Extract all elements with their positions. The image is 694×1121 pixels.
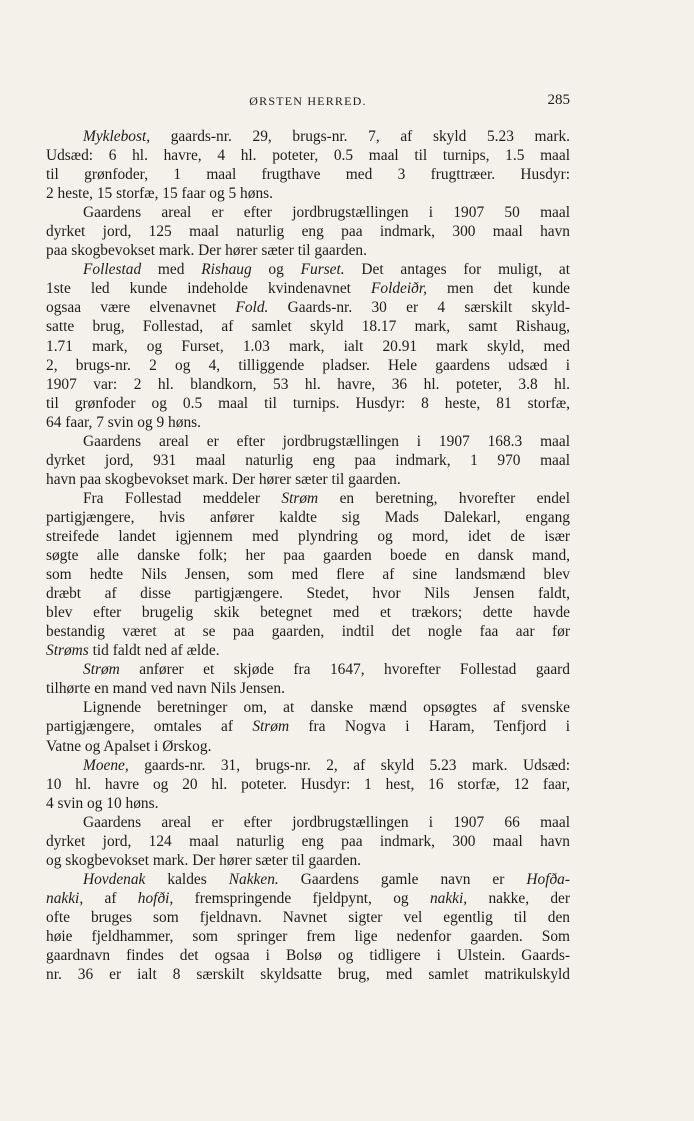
text-line: [46, 546, 570, 565]
text-line: [46, 298, 570, 317]
text-line: [46, 641, 570, 660]
text-line: [46, 356, 570, 375]
text-run: med: [141, 261, 202, 279]
italic-text: Strøms: [46, 642, 89, 660]
italic-text: Fold.: [235, 299, 269, 317]
text-run: Udsæd: 6 hl. havre, 4 hl. poteter, 0.5 maal til turnips, 1.5 maal: [46, 147, 570, 165]
text-line: [46, 717, 570, 736]
text-run: 1907 var: 2 hl. blandkorn, 53 hl. havre, 36 hl. poteter, 3.8 hl.: [46, 375, 570, 393]
text-line: [46, 489, 570, 508]
text-line: [46, 813, 570, 832]
text-run: høie fjeldhammer, som springer frem lige nedenfor gaarden. Som: [46, 927, 570, 945]
text-line: [46, 927, 570, 946]
text-run: Gaardens areal er efter jordbrugstællingen i 1907 50 maal: [83, 204, 570, 222]
text-line: [46, 241, 570, 260]
text-run: tid faldt ned af ælde.: [88, 642, 220, 660]
text-run: 10 hl. havre og 20 hl. poteter. Husdyr: 1 hest, 16 storfæ, 12 faar,: [46, 775, 570, 793]
text-line: [46, 756, 570, 775]
text-line: [46, 870, 570, 889]
text-line: [46, 146, 570, 165]
text-line: [46, 698, 570, 717]
text-run: partigjængere, omtales af: [46, 718, 253, 736]
text-run: dyrket jord, 124 maal naturlig eng paa indmark, 300 maal havn: [46, 832, 570, 850]
text-run: kaldes: [145, 870, 229, 888]
text-run: tilhørte en mand ved navn Nils Jensen.: [46, 680, 285, 698]
text-line: [46, 432, 570, 451]
text-line: [46, 851, 570, 870]
text-run: streifede landet igjennem med plyndring og mord, idet de især: [46, 527, 570, 545]
text-line: [46, 451, 570, 470]
text-run: 1ste led kunde indeholde kvindenavnet: [46, 280, 371, 298]
text-line: [46, 470, 570, 489]
text-run: 1.71 mark, og Furset, 1.03 mark, ialt 20.91 mark skyld, med: [46, 337, 570, 355]
text-run: ofte bruges som fjeldnavn. Navnet sigter vel egentlig til den: [46, 908, 570, 926]
text-line: [46, 394, 570, 413]
text-line: [46, 527, 570, 546]
text-run: gaardnavn findes det ogsaa i Bolsø og tidligere i Ulstein. Gaards-: [46, 947, 570, 965]
text-line: [46, 660, 570, 679]
text-run: bestandig været at se paa gaarden, indtil det nogle faa aar før: [46, 623, 570, 641]
text-run: og: [251, 261, 301, 279]
text-line: [46, 184, 570, 203]
italic-text: Follestad: [83, 261, 142, 279]
text-run: ogsaa være elvenavnet: [46, 299, 236, 317]
text-line: [46, 679, 570, 698]
text-line: [46, 127, 570, 146]
italic-text: Moene,: [83, 756, 129, 774]
text-run: dyrket jord, 931 maal naturlig eng paa indmark, 1 970 maal: [46, 451, 570, 469]
text-line: [46, 622, 570, 641]
text-run: af: [83, 889, 138, 907]
text-line: [46, 889, 570, 908]
text-line: [46, 946, 570, 965]
italic-text: hofði,: [137, 889, 174, 907]
text-line: [46, 832, 570, 851]
text-run: fra Nogva i Haram, Tenfjord i: [289, 718, 570, 736]
italic-text: Strøm: [83, 661, 120, 679]
text-run: partigjængere, hvis anfører kaldte sig Mads Dalekarl, engang: [46, 508, 570, 526]
italic-text: nakki,: [46, 889, 84, 907]
text-line: [46, 965, 570, 984]
text-line: [46, 279, 570, 298]
text-line: [46, 775, 570, 794]
text-run: havn paa skogbevokset mark. Der hører sæter til gaarden.: [46, 470, 401, 488]
text-line: [46, 603, 570, 622]
text-run: 64 faar, 7 svin og 9 høns.: [46, 413, 201, 431]
text-line: [46, 908, 570, 927]
text-line: [46, 260, 570, 279]
italic-text: Hovdenak: [83, 870, 146, 888]
text-run: 2, brugs-nr. 2 og 4, tilliggende pladser. Hele gaardens udsæd i: [46, 356, 570, 374]
text-run: satte brug, Follestad, af samlet skyld 18.17 mark, samt Rishaug,: [46, 318, 570, 336]
text-run: 2 heste, 15 storfæ, 15 faar og 5 høns.: [46, 185, 273, 203]
italic-text: Strøm: [252, 718, 290, 736]
text-run: Gaardens areal er efter jordbrugstællingen i 1907 66 maal: [83, 813, 570, 831]
text-line: [46, 222, 570, 241]
text-run: som hedte Nils Jensen, som med flere af sine landsmænd blev: [46, 566, 570, 584]
text-run: Gaards-nr. 30 er 4 særskilt skyld-: [268, 299, 570, 317]
text-run: nr. 36 er ialt 8 særskilt skyldsatte brug, med samlet matrikulskyld: [46, 966, 570, 984]
text-line: [46, 794, 570, 813]
italic-text: Hofða-: [526, 870, 570, 888]
text-run: Gaardens gamle navn er: [278, 870, 527, 888]
running-title: ØRSTEN HERRED.: [249, 94, 367, 108]
text-run: til grønfoder og 0.5 maal til turnips. Husdyr: 8 heste, 81 storfæ,: [46, 394, 570, 412]
text-run: en beretning, hvorefter endel: [318, 489, 570, 507]
text-run: gaards-nr. 29, brugs-nr. 7, af skyld 5.23 mark.: [150, 128, 570, 145]
text-run: blev efter brugelig skik betegnet med et trækors; dette havde: [46, 604, 570, 622]
text-line: [46, 317, 570, 336]
text-run: anfører et skjøde fra 1647, hvorefter Follestad gaard: [119, 661, 570, 679]
text-line: [46, 165, 570, 184]
text-line: [46, 584, 570, 603]
text-run: dyrket jord, 125 maal naturlig eng paa indmark, 300 maal havn: [46, 223, 570, 241]
text-run: gaards-nr. 31, brugs-nr. 2, af skyld 5.23 mark. Udsæd:: [128, 756, 570, 774]
italic-text: Foldeiðr,: [370, 280, 427, 298]
text-run: paa skogbevokset mark. Der hører sæter til gaarden.: [46, 242, 367, 260]
text-line: [46, 565, 570, 584]
italic-text: Myklebost,: [83, 128, 151, 145]
text-run: dræbt af disse partigjængere. Stedet, hvor Nils Jensen faldt,: [46, 585, 570, 603]
text-run: søgte alle danske folk; her paa gaarden boede en dansk mand,: [46, 547, 570, 565]
italic-text: Nakken.: [228, 870, 279, 888]
text-run: 4 svin og 10 høns.: [46, 794, 159, 812]
page-number: 285: [547, 92, 570, 108]
italic-text: Rishaug: [201, 261, 252, 279]
text-run: fremspringende fjeldpynt, og: [173, 889, 430, 907]
text-line: [46, 375, 570, 394]
italic-text: Strøm: [281, 489, 319, 507]
text-run: til grønfoder, 1 maal frugthave med 3 frugttræer. Husdyr:: [46, 166, 570, 184]
text-run: Lignende beretninger om, at danske mænd opsøgtes af svenske: [83, 699, 570, 717]
text-run: og skogbevokset mark. Der hører sæter til gaarden.: [46, 851, 361, 869]
text-run: men det kunde: [426, 280, 570, 298]
text-line: [46, 737, 570, 756]
text-line: [46, 203, 570, 222]
text-run: nakke, der: [467, 889, 570, 907]
italic-text: Furset.: [300, 261, 345, 279]
text-run: Vatne og Apalset i Ørskog.: [46, 737, 212, 755]
body-text: [46, 127, 570, 984]
text-run: Det antages for muligt, at: [344, 261, 570, 279]
text-line: [46, 337, 570, 356]
text-line: [46, 508, 570, 527]
text-run: Gaardens areal er efter jordbrugstællingen i 1907 168.3 maal: [83, 432, 570, 450]
text-run: Fra Follestad meddeler: [83, 489, 282, 507]
italic-text: nakki,: [429, 889, 468, 907]
text-line: [46, 413, 570, 432]
